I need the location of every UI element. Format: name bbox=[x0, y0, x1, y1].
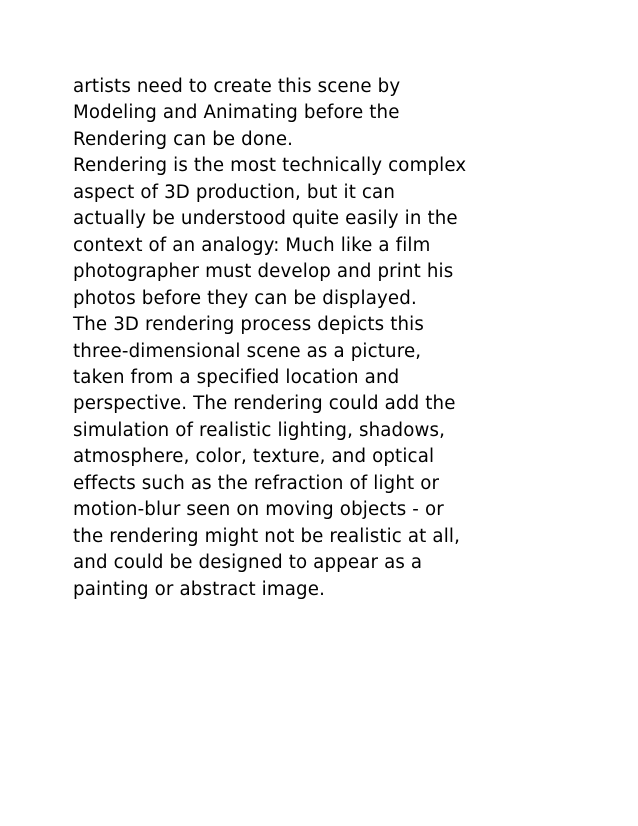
text-line: Rendering is the most technically complex bbox=[73, 155, 467, 177]
text-line: taken from a specified location and bbox=[73, 366, 400, 388]
text-line: Rendering can be done. bbox=[73, 128, 294, 150]
text-line: painting or abstract image. bbox=[73, 578, 326, 600]
text-line: atmosphere, color, texture, and optical bbox=[73, 446, 435, 468]
text-line: the rendering might not be realistic at all, bbox=[73, 525, 461, 547]
text-line: effects such as the refraction of light or bbox=[73, 472, 440, 494]
text-line: simulation of realistic lighting, shadows, bbox=[73, 419, 446, 441]
text-line: aspect of 3D production, but it can bbox=[73, 181, 396, 203]
text-line: perspective. The rendering could add the bbox=[73, 393, 456, 415]
text-line: and could be designed to appear as a bbox=[73, 552, 423, 574]
body-text bbox=[73, 74, 593, 603]
text-line: actually be understood quite easily in the bbox=[73, 208, 458, 230]
text-line: artists need to create this scene by bbox=[73, 76, 401, 97]
text-line: motion-blur seen on moving objects - or bbox=[73, 499, 444, 521]
text-line: Modeling and Animating before the bbox=[73, 102, 400, 124]
text-line: The 3D rendering process depicts this bbox=[73, 314, 425, 336]
text-line: three-dimensional scene as a picture, bbox=[73, 340, 422, 362]
text-line: photographer must develop and print his bbox=[73, 261, 454, 283]
text-line: context of an analogy: Much like a film bbox=[73, 234, 431, 256]
text-line: photos before they can be displayed. bbox=[73, 287, 417, 309]
